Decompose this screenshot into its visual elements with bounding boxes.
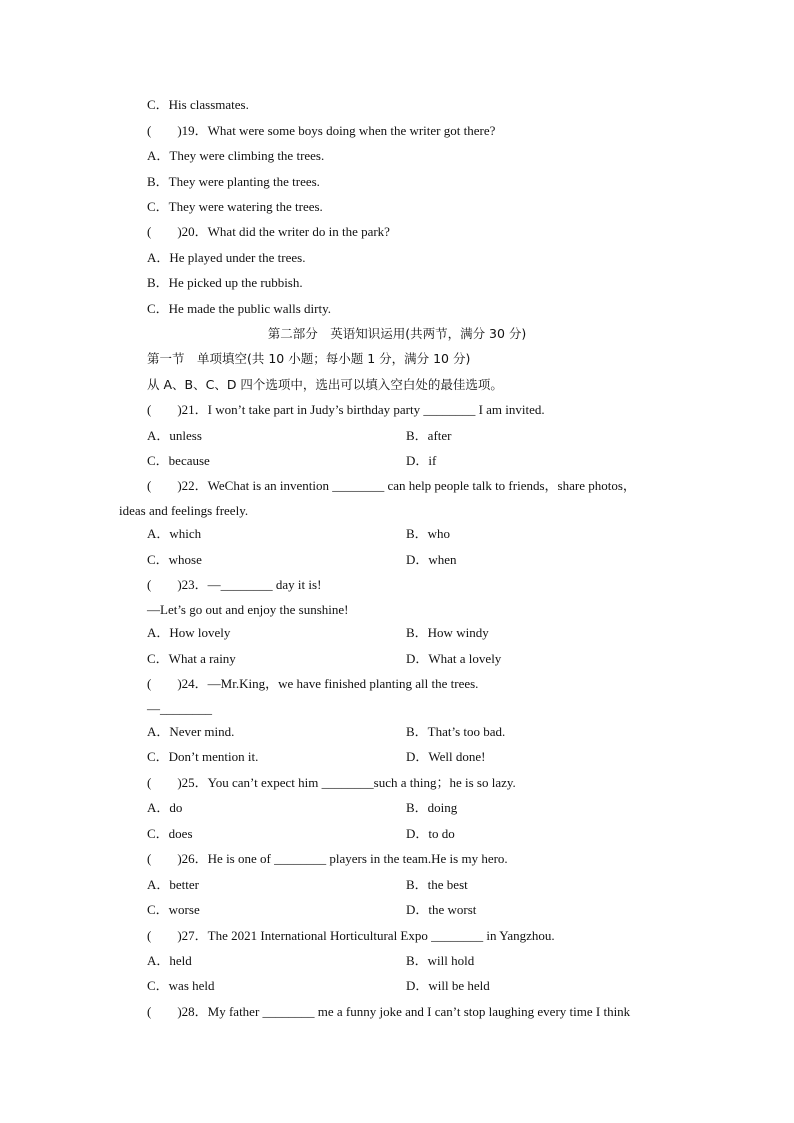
question-21: ( )21．I won’t take part in Judy’s birthday party ________ I am invited. [147,402,545,417]
option-26d: D．the worst [406,902,477,917]
question-22-continued: ideas and feelings freely. [119,503,249,518]
option-23a: A．How lovely [147,625,231,640]
option-22c: C．whose [147,552,202,567]
question-24-reply: —________ [147,701,212,716]
option-25b: B．doing [406,800,458,815]
question-28: ( )28．My father ________ me a funny joke and I can’t stop laughing every time I think [147,1004,631,1019]
option-23d: D．What a lovely [406,651,502,666]
question-27: ( )27．The 2021 International Horticultural Expo ________ in Yangzhou. [147,928,555,943]
option-26a: A．better [147,877,199,892]
section-one-heading: 第一节 单项填空(共 10 小题；每小题 1 分，满分 10 分) [147,351,471,366]
question-23-reply: —Let’s go out and enjoy the sunshine! [147,602,349,617]
option-21a: A．unless [147,428,202,443]
option-22b: B．who [406,526,451,541]
option-24b: B．That’s too bad. [406,724,506,739]
option-24a: A．Never mind. [147,724,235,739]
question-26: ( )26．He is one of ________ players in the team.He is my hero. [147,851,508,866]
option-19c: C．They were watering the trees. [147,199,323,214]
option-22d: D．when [406,552,457,567]
question-23: ( )23．—________ day it is! [147,577,322,592]
option-21b: B．after [406,428,452,443]
option-20c: C．He made the public walls dirty. [147,301,332,316]
option-20b: B．He picked up the rubbish. [147,275,303,290]
question-25: ( )25．You can’t expect him ________such a thing；he is so lazy. [147,775,516,790]
question-24: ( )24．—Mr.King，we have finished planting all the trees. [147,676,479,691]
option-25d: D．to do [406,826,455,841]
option-19a: A．They were climbing the trees. [147,148,325,163]
option-27c: C．was held [147,978,215,993]
question-20: ( )20．What did the writer do in the park? [147,224,390,239]
option-25a: A．do [147,800,183,815]
option-22a: A．which [147,526,202,541]
option-23c: C．What a rainy [147,651,236,666]
part-two-heading: 第二部分 英语知识运用(共两节，满分 30 分) [267,326,527,341]
option-20a: A．He played under the trees. [147,250,306,265]
option-27b: B．will hold [406,953,475,968]
option-19b: B．They were planting the trees. [147,174,320,189]
option-26b: B．the best [406,877,468,892]
option-25c: C．does [147,826,193,841]
option-24d: D．Well done! [406,749,486,764]
question-22: ( )22．WeChat is an invention ________ can help people talk to friends，share photos， [147,478,636,493]
option-27a: A．held [147,953,192,968]
option-21d: D．if [406,453,437,468]
option-23b: B．How windy [406,625,489,640]
option-26c: C．worse [147,902,200,917]
option-18c: C．His classmates. [147,97,249,112]
option-21c: C．because [147,453,210,468]
section-instruction: 从 A、B、C、D 四个选项中，选出可以填入空白处的最佳选项。 [147,377,503,392]
option-27d: D．will be held [406,978,490,993]
option-24c: C．Don’t mention it. [147,749,259,764]
question-19: ( )19．What were some boys doing when the writer got there? [147,123,496,138]
